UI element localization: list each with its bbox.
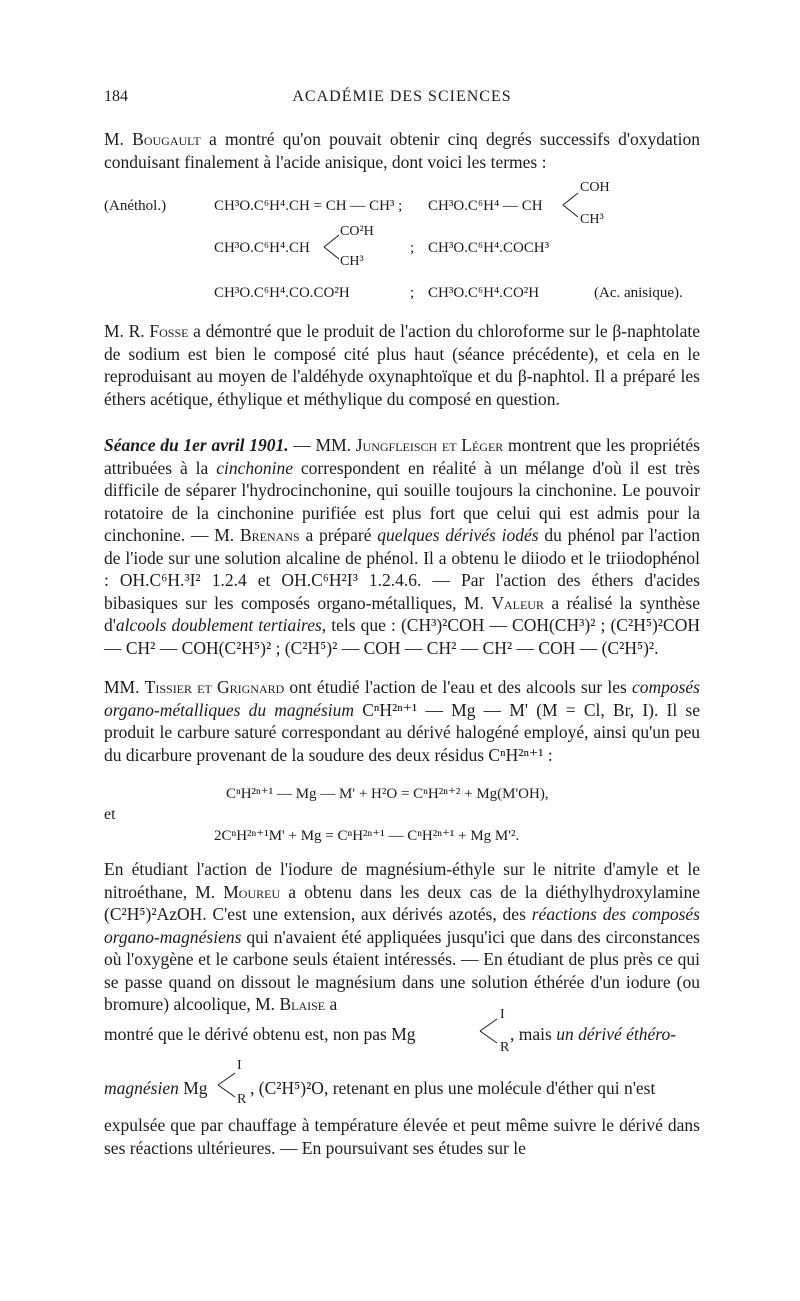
text-run: ont étudié l'action de l'eau et des alcools sur les (284, 677, 632, 697)
page-number: 184 (104, 88, 128, 105)
branch-bracket (478, 1016, 500, 1046)
equation-1: CⁿH²ⁿ⁺¹ — Mg — M' + H²O = CⁿH²ⁿ⁺² + Mg(M'OH), (226, 786, 549, 802)
italic-term: cinchonine (216, 457, 293, 478)
text-run: MM. (104, 677, 145, 697)
author-name: Brenans (239, 525, 300, 545)
author-name: Valeur (491, 592, 544, 613)
branch-top: I (237, 1058, 242, 1073)
author-name: Blaise (279, 994, 326, 1014)
text-line (510, 1024, 676, 1045)
text-run: En étudiant l'action de l'iodure de magnésium-éthyle sur le nitrite d'amyle et le nitroéthane, M. (104, 859, 700, 902)
text-run: a (325, 994, 338, 1014)
italic-term: quelques dérivés iodés (377, 525, 539, 545)
text-line: , (C²H⁵)²O, retenant en plus une molécule d'éther qui n'est (250, 1078, 656, 1098)
paragraph-moureu-blaise (104, 858, 700, 1016)
paragraph-text: a montré qu'on pouvait obtenir cinq degrés successifs d'oxydation conduisant finalement à l'acide anisique, dont voici les termes : (104, 129, 701, 172)
branch-bottom: R (500, 1040, 510, 1055)
paragraph-tissier-grignard (104, 676, 700, 766)
italic-term: réactions des composés organo-magnésiens (104, 904, 700, 947)
italic-term: alcools doublement tertiaires (115, 615, 322, 635)
formula-separator: ; (410, 285, 415, 301)
author-name: M. R. Fosse (104, 321, 189, 341)
text-run: Mg (178, 1078, 208, 1098)
author-name: Tissier et Grignard (144, 677, 285, 697)
text-run: , tels que : (CH³)²COH — COH(CH³)² ; (C²H⁵)²COH — CH² — COH(C²H⁵)² ; (C²H⁵)² — COH — CH² — CH² — COH — (C²H⁵)². (104, 615, 700, 658)
text-run: correspondent en réalité à un mélange d'où il est très difficile de séparer l'hydrocinchonine, qui souille toujours la cinchonine. Le pouvoir rotatoire de la cinchonine purifiée est plus fort que celui qui est admis pour la cinchonine. — M. (104, 457, 700, 545)
italic-term: magnésien (104, 1078, 179, 1098)
paragraph-text: expulsée que par chauffage à température élevée et peut même suivre le dérivé dans ses réactions ultérieures. — En poursuivant ses études sur le (104, 1115, 700, 1158)
anisic-label: (Ac. anisique). (594, 285, 683, 301)
formula-ketoacid: CH³O.C⁶H⁴.CO.CO²H (214, 285, 350, 301)
text-run: CⁿH²ⁿ⁺¹ — Mg — M' (M = Cl, Br, I). Il se produit le carbure saturé correspondant au dérivé halogéné employé, ainsi qu'un peu du dicarbure provenant de la soudure des deux résidus CⁿH²ⁿ⁺¹ : (104, 699, 700, 765)
text-line: montré que le dérivé obtenu est, non pas Mg (104, 1024, 416, 1044)
author-name: Moureu (223, 881, 281, 902)
session-heading: Séance du 1er avril 1901. (104, 435, 289, 455)
paragraph-final (104, 1114, 700, 1159)
paragraph-seance (104, 434, 700, 659)
branch-bracket (216, 1070, 238, 1100)
equation-connector: et (104, 806, 116, 823)
formula-acid: CH³O.C⁶H⁴.CH (214, 240, 310, 256)
branch-bracket (561, 190, 581, 220)
branch-top: I (500, 1007, 505, 1022)
italic-term: composés organo-métalliques du magnésium (104, 677, 700, 720)
running-header (104, 88, 700, 114)
branch-bottom: CH³ (580, 212, 604, 227)
paragraph-bougault (104, 128, 700, 173)
text-run: a préparé (299, 525, 378, 545)
text-run: a obtenu dans les deux cas de la diéthylhydroxylamine (C²H⁵)²AzOH. C'est une extension, aux dérivés azotés, des (104, 881, 700, 924)
branch-top: CO²H (340, 224, 374, 239)
text-run: montrent que les propriétés attribuées à la (104, 435, 700, 478)
text-run: — MM. (288, 435, 356, 455)
equation-2: 2CⁿH²ⁿ⁺¹M' + Mg = CⁿH²ⁿ⁺¹ — CⁿH²ⁿ⁺¹ + Mg M'². (214, 828, 520, 844)
formula-anisic-acid: CH³O.C⁶H⁴.CO²H (428, 285, 540, 301)
italic-term: un dérivé éthéro- (556, 1024, 677, 1044)
author-name: Jungfleisch et Léger (355, 435, 504, 455)
author-name: M. Bougault (104, 129, 201, 149)
paragraph-text: a démontré que le produit de l'action du chloroforme sur le β-naphtolate de sodium est bien le composé cité plus haut (séance précédente), et cela en le reproduisant au moyen de l'aldéhyde oxynaphtoïque et du β-naphtol. Il a préparé les éthers acétique, éthylique et méthylique du composé en question. (104, 321, 700, 409)
formula-anethol: CH³O.C⁶H⁴.CH = CH — CH³ ; (214, 198, 403, 214)
paragraph-fosse (104, 320, 700, 410)
branch-bottom: R (237, 1092, 247, 1107)
formula-separator: ; (410, 240, 415, 256)
text-run: a réalisé la synthèse d' (104, 592, 700, 635)
text-line (104, 1078, 208, 1099)
formula-ketone: CH³O.C⁶H⁴.COCH³ (428, 240, 550, 256)
anethol-label: (Anéthol.) (104, 198, 167, 214)
journal-title: ACADÉMIE DES SCIENCES (292, 88, 512, 105)
text-run: qui n'avaient été appliquées jusqu'ici que dans des circonstances où l'oxygène et le carbone seuls étaient intéressés. — En étudiant de plus près ce qui se passe quand on dissout le magnésium dans une solution éthérée d'un iodure (ou bromure) alcoolique, M. (104, 926, 700, 1014)
text-run: du phénol par l'action de l'iode sur une solution alcaline de phénol. Il a obtenu le diiodo et le triiodophénol : OH.C⁶H.³I² 1.2.4 et OH.C⁶H²I³ 1.2.4.6. — Par l'action des éthers d'acides bibasiques sur les composés organo-métalliques, M. (104, 525, 701, 613)
formula-aldehyde: CH³O.C⁶H⁴ — CH (428, 198, 543, 214)
text-run: , mais (510, 1024, 557, 1044)
branch-bottom: CH³ (340, 254, 364, 269)
branch-top: COH (580, 180, 610, 195)
branch-bracket (322, 232, 342, 262)
